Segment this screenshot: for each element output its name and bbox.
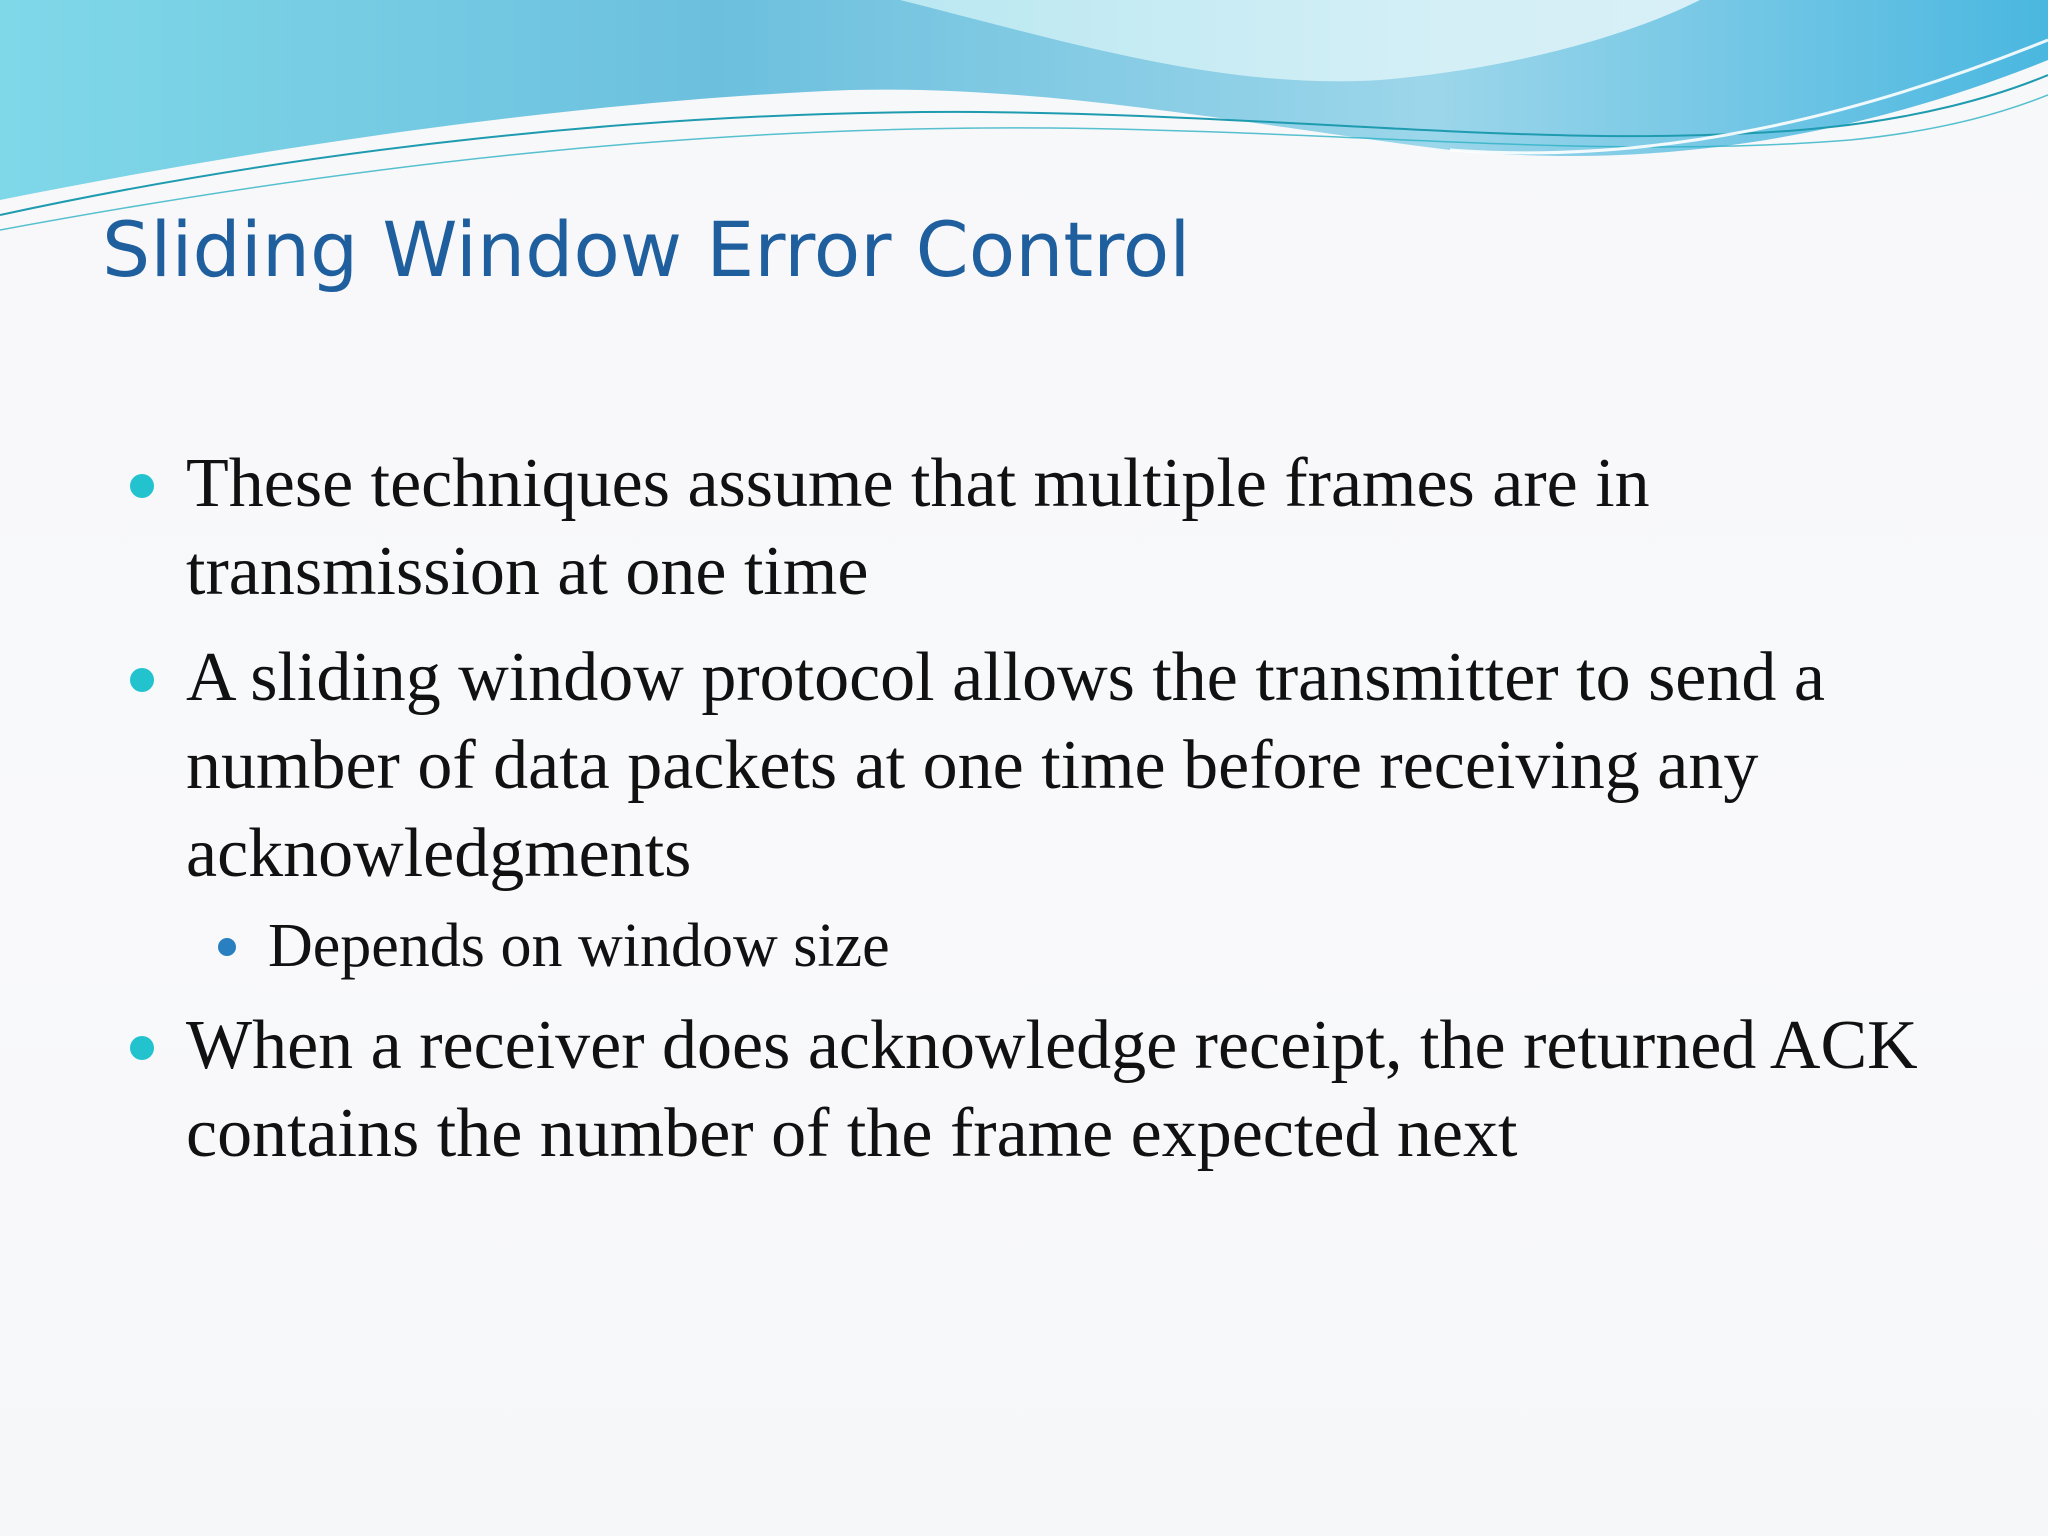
bullet-item [130,440,1970,616]
wave-banner-icon [0,0,2048,240]
bullet-text: A sliding window protocol allows the transmitter to send a number of data packets at one time before receiving any acknowledgments [186,639,1825,892]
slide-title: Sliding Window Error Control [102,205,1191,294]
bullet-item [130,1002,1970,1178]
bullet-text: These techniques assume that multiple frames are in transmission at one time [186,445,1650,610]
sub-bullet-item [130,906,1970,986]
bullet-list [130,440,1970,1196]
bullet-dot-icon [130,1036,154,1060]
sub-bullet-dot-icon [218,938,236,956]
bullet-item [130,634,1970,898]
bullet-text: When a receiver does acknowledge receipt, the returned ACK contains the number of the frame expected next [186,1007,1918,1172]
bullet-dot-icon [130,668,154,692]
sub-bullet-text: Depends on window size [268,912,890,980]
bullet-dot-icon [130,474,154,498]
